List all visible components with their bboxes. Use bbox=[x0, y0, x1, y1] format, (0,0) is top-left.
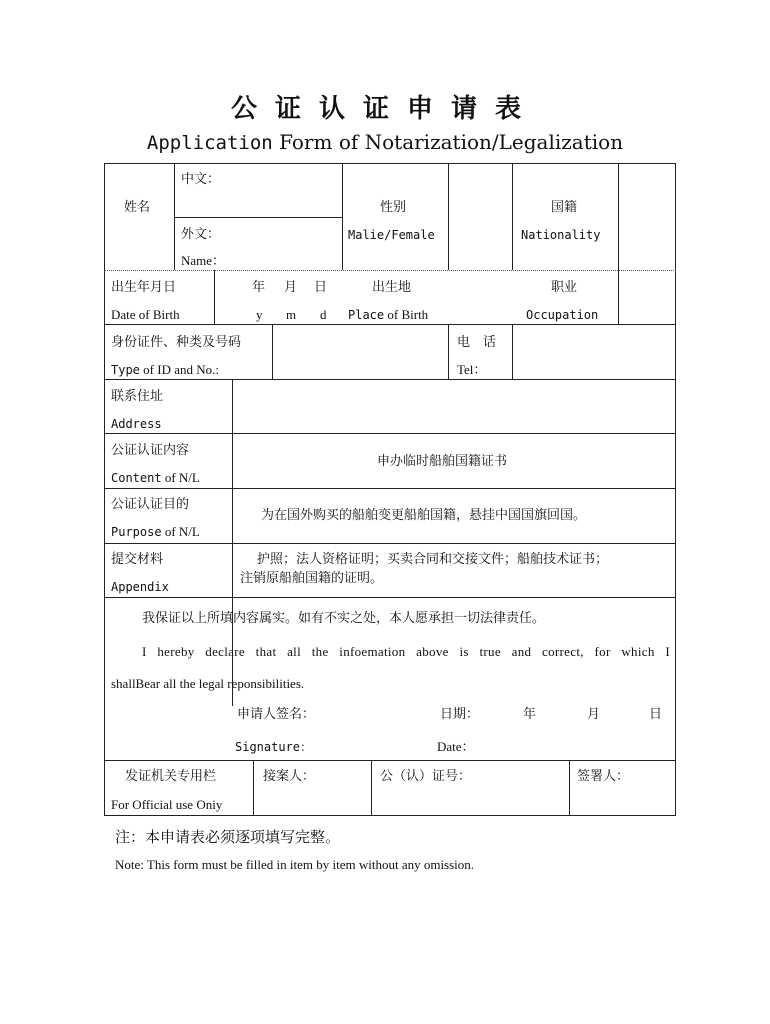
nationality-en-label: Nationality bbox=[521, 228, 601, 242]
dob-day-en: d bbox=[320, 307, 327, 322]
name-en-label: Name： bbox=[181, 253, 226, 268]
note-en: Note: This form must be filled in item by item without any omission. bbox=[115, 857, 475, 872]
receiver-field[interactable] bbox=[254, 761, 370, 815]
form-title-en-word: Application bbox=[146, 132, 273, 154]
foreign-name-label: 外文： bbox=[181, 227, 221, 242]
date-field[interactable] bbox=[489, 701, 669, 751]
appendix-value-line2[interactable]: 注销原船舶国籍的证明。 bbox=[240, 571, 384, 586]
pob-en-rest: of Birth bbox=[384, 307, 429, 322]
dob-field[interactable] bbox=[215, 271, 341, 323]
content-value[interactable]: 申办临时船舶国籍证书 bbox=[377, 454, 508, 469]
date-month-label: 月 bbox=[587, 707, 601, 722]
tel-en-label: Tel： bbox=[457, 362, 487, 377]
note-cn: 注：本申请表必须逐项填写完整。 bbox=[115, 828, 341, 846]
pob-label: 出生地 bbox=[372, 280, 412, 295]
occupation-en-label: Occupation bbox=[526, 308, 599, 322]
issuer-label: 签署人： bbox=[577, 769, 630, 784]
appendix-label: 提交材料 bbox=[111, 552, 164, 567]
id-type-en-label bbox=[111, 362, 219, 379]
declaration-cn: 我保证以上所填内容属实。如有不实之处，本人愿承担一切法律责任。 bbox=[142, 611, 546, 626]
nationality-field[interactable] bbox=[619, 164, 674, 269]
signature-en-label: Signature： bbox=[235, 740, 313, 754]
address-label: 联系住址 bbox=[111, 389, 164, 404]
pob-en-word: Place bbox=[348, 308, 385, 322]
form-title-en bbox=[0, 130, 770, 154]
content-en-label bbox=[111, 470, 200, 487]
name-label: 姓名 bbox=[124, 200, 151, 215]
date-year-label: 年 bbox=[523, 707, 537, 722]
purpose-en-label bbox=[111, 524, 200, 541]
dob-year-label: 年 bbox=[252, 280, 266, 295]
id-type-en-word: Type bbox=[111, 363, 140, 377]
chinese-name-label: 中文： bbox=[181, 172, 221, 187]
purpose-value[interactable]: 为在国外购买的船舶变更船舶国籍，悬挂中国国旗回国。 bbox=[261, 508, 587, 523]
cert-number-field[interactable] bbox=[372, 761, 568, 815]
declaration-en-line1: I hereby declare that all the infoemation above is true and correct, for which I bbox=[142, 644, 670, 659]
content-en-word: Content bbox=[111, 471, 162, 485]
dob-en-label: Date of Birth bbox=[111, 307, 180, 322]
id-type-en-rest: of ID and No.: bbox=[139, 362, 219, 377]
purpose-en-rest: of N/L bbox=[161, 524, 200, 539]
dob-month-en: m bbox=[286, 307, 297, 322]
gender-field[interactable] bbox=[449, 164, 511, 269]
tel-field[interactable] bbox=[513, 325, 674, 378]
dob-year-en: y bbox=[256, 307, 263, 322]
date-label: 日期： bbox=[440, 707, 480, 722]
date-en-label: Date： bbox=[437, 739, 475, 754]
signature-field[interactable] bbox=[324, 701, 434, 751]
form-title-cn: 公证认证申请表 bbox=[230, 94, 539, 124]
id-type-label: 身份证件、种类及号码 bbox=[111, 335, 242, 350]
gender-label: 性别 bbox=[380, 200, 407, 215]
issuer-field[interactable] bbox=[570, 761, 674, 815]
tel-label: 电 话 bbox=[457, 335, 497, 350]
dob-label: 出生年月日 bbox=[111, 280, 177, 295]
appendix-value-line1[interactable]: 护照；法人资格证明；买卖合同和交接文件；船舶技术证书； bbox=[257, 552, 609, 567]
address-en-label: Address bbox=[111, 417, 162, 431]
address-field[interactable] bbox=[233, 380, 674, 432]
cert-number-label: 公（认）证号： bbox=[380, 769, 472, 784]
official-use-label: 发证机关专用栏 bbox=[125, 769, 217, 784]
declaration-en-line2: shallBear all the legal reponsibilities. bbox=[111, 676, 305, 691]
dob-month-label: 月 bbox=[284, 280, 298, 295]
appendix-en-label: Appendix bbox=[111, 580, 169, 594]
application-form bbox=[104, 163, 676, 816]
pob-field[interactable] bbox=[449, 271, 511, 323]
content-label: 公证认证内容 bbox=[111, 443, 190, 458]
id-number-field[interactable] bbox=[273, 325, 447, 378]
chinese-name-field[interactable] bbox=[175, 164, 341, 216]
occupation-field[interactable] bbox=[619, 271, 674, 323]
receiver-label: 接案人： bbox=[263, 769, 316, 784]
form-title-en-rest: Form of Notarization/Legalization bbox=[272, 130, 624, 154]
pob-en-label bbox=[348, 307, 428, 324]
purpose-en-word: Purpose bbox=[111, 525, 162, 539]
date-day-label: 日 bbox=[649, 707, 663, 722]
nationality-label: 国籍 bbox=[551, 200, 578, 215]
signature-label: 申请人签名： bbox=[237, 707, 316, 722]
dob-day-label: 日 bbox=[314, 280, 328, 295]
foreign-name-field[interactable] bbox=[175, 218, 341, 269]
content-en-rest: of N/L bbox=[161, 470, 200, 485]
gender-en-label: Malie/Female bbox=[348, 228, 435, 242]
purpose-label: 公证认证目的 bbox=[111, 497, 190, 512]
occupation-label: 职业 bbox=[551, 280, 578, 295]
official-use-en-label: For Official use Oniy bbox=[111, 797, 223, 812]
